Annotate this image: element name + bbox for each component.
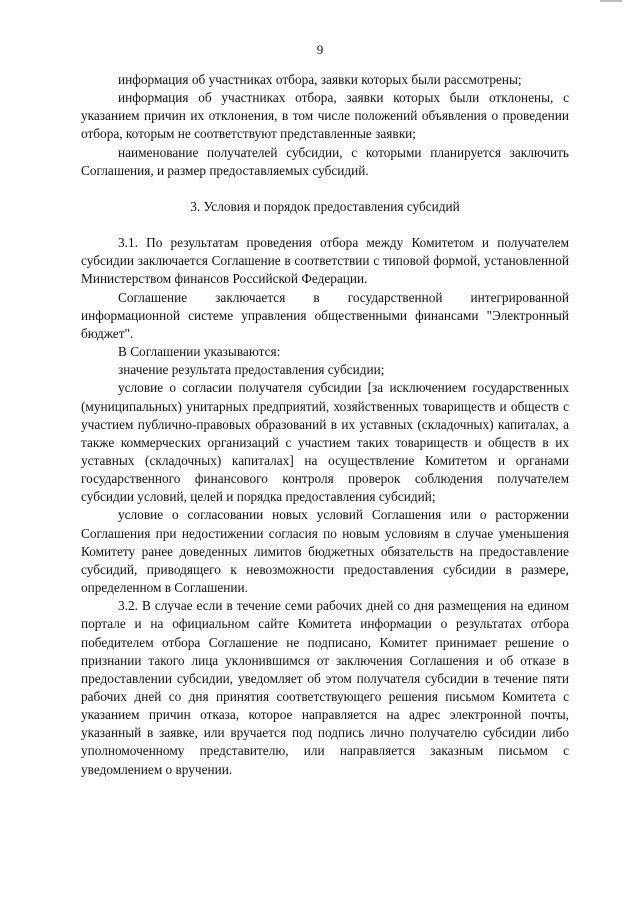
paragraph: наименование получателей субсидии, с которыми планируется заключить Соглашения, и размер предоставляемых субсидий. xyxy=(81,144,569,178)
scan-mark xyxy=(600,0,622,2)
section-heading: 3. Условия и порядок предоставления субсидий xyxy=(190,198,460,214)
paragraph: условие о согласовании новых условий Соглашения или о расторжении Соглашения при недостижении согласия по новым условиям в случае уменьшения Комитету ранее доведенных лимитов бюджетных обязательств на предоставление субсидий, приводящего к невозможности предоставления субсидии в размере, определенном в Соглашении. xyxy=(81,507,569,596)
paragraph: В Соглашении указываются: xyxy=(118,344,281,360)
paragraph: 3.1. По результатам проведения отбора между Комитетом и получателем субсидии заключается Соглашение в соответствии с типовой формой, установленной Министерством финансов Российской Федерации. xyxy=(81,235,569,287)
paragraph: Соглашение заключается в государственной интегрированной информационной системе управления общественными финансами "Электронный бюджет". xyxy=(81,289,569,341)
paragraph: информация об участниках отбора, заявки которых были рассмотрены; xyxy=(118,72,522,87)
paragraph: условие о согласии получателя субсидии [за исключением государственных (муниципальных) унитарных предприятий, хозяйственных товариществ и обществ с участием публично-правовых образований в их уставных (складочных) капиталах, а также коммерческих организаций с участием таких товариществ и обществ в их уставных (складочных) капиталах] на осуществление Комитетом и органами государственного финансового контроля проверок соблюдения получателем субсидии условий, целей и порядка предоставления субсидий; xyxy=(81,380,569,505)
paragraph: значение результата предоставления субсидии; xyxy=(118,362,385,378)
paragraph: 3.2. В случае если в течение семи рабочих дней со дня размещения на едином портале и на официальном сайте Комитета информации о результатах отбора победителем отбора Соглашение не подписано, Комитет принимает решение о признании такого лица уклонившимся от заключения Соглашения и об отказе в предоставлении субсидии, уведомляет об этом получателя субсидии в течение пяти рабочих дней со дня принятия соответствующего решения письмом Комитета с указанием причин отказа, которое направляется на адрес электронной почты, указанный в заявке, или вручается под подпись лично получателю субсидии либо уполномоченному представителю, или направляется заказным письмом с уведомлением о вручении. xyxy=(81,598,569,777)
document-body xyxy=(81,71,569,779)
page-number: 9 xyxy=(316,42,324,57)
paragraph: информация об участниках отбора, заявки которых были отклонены, с указанием причин их отклонения, в том числе положений объявления о проведении отбора, которым не соответствуют представленные заявки; xyxy=(81,90,569,142)
